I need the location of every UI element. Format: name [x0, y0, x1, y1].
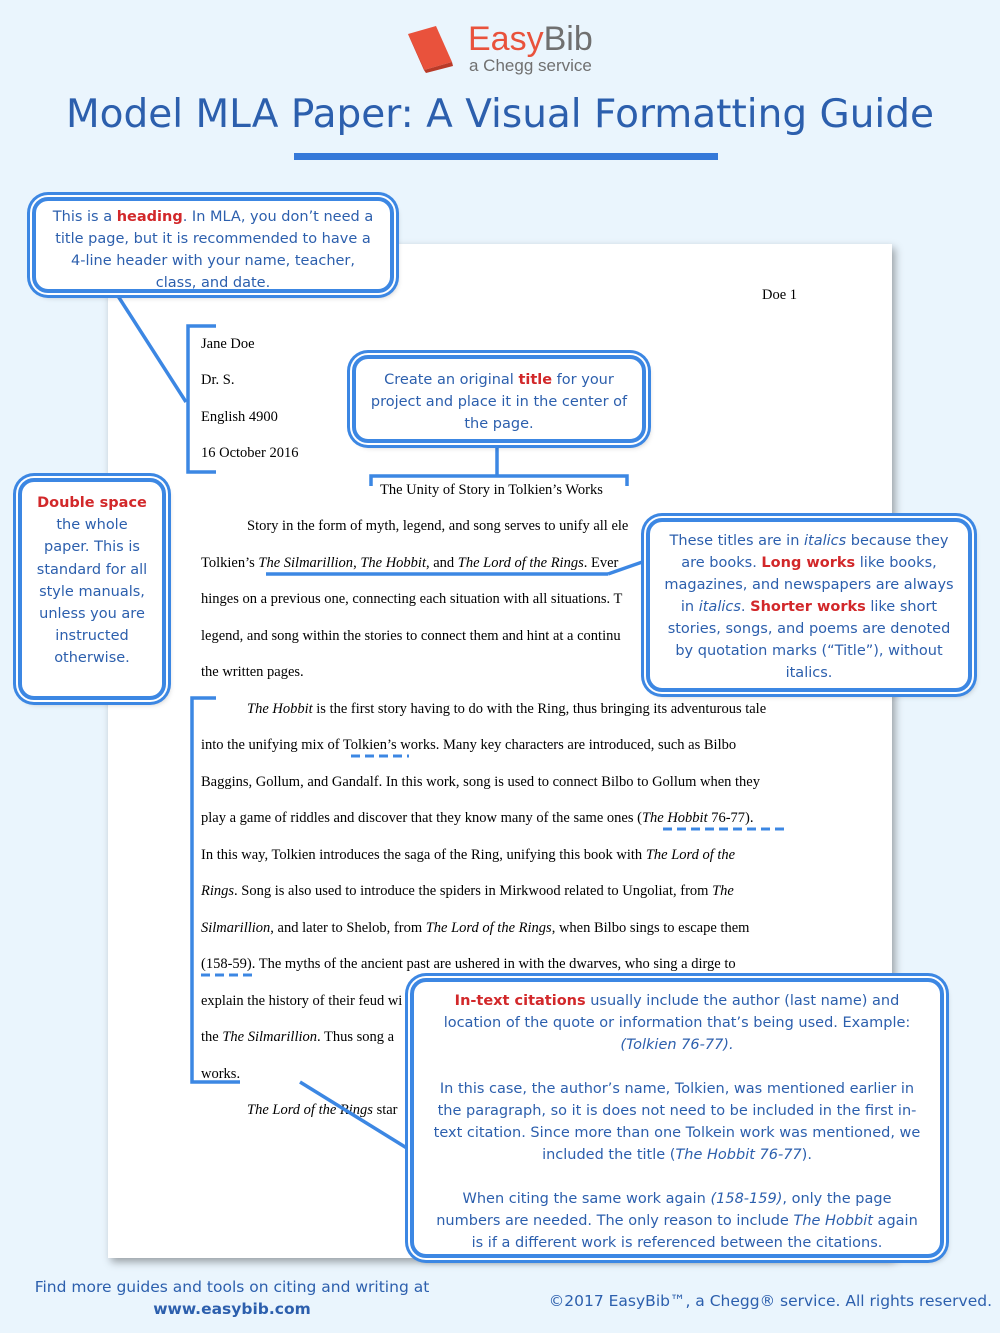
callout-title: Create an original title for your project and place it in the center of the page.: [352, 355, 646, 443]
paragraph-1-line-5: the written pages.: [201, 664, 304, 680]
footer-link[interactable]: www.easybib.com: [153, 1300, 311, 1318]
page-title: Model MLA Paper: A Visual Formatting Guide: [66, 92, 934, 137]
callout-double-space: Double space the whole paper. This is standard for all style manuals, unless you are instructed otherwise.: [18, 478, 166, 700]
paragraph-2-line-4: play a game of riddles and discover that they know many of the same ones (The Hobbit 76-77).: [201, 810, 754, 826]
callout-in-text-citations: [410, 978, 944, 1258]
brand-name: EasyBib: [468, 20, 593, 58]
paragraph-1-line-1: Story in the form of myth, legend, and song serves to unify all ele: [247, 518, 629, 534]
heading-line-date: 16 October 2016: [201, 445, 299, 461]
footer-guides-text: Find more guides and tools on citing and writing at: [34, 1278, 430, 1296]
paragraph-2-line-1: The Hobbit is the first story having to do with the Ring, thus bringing its adventurous tale: [247, 701, 767, 717]
heading-bracket: [188, 326, 216, 472]
citations-paragraph-1: In-text citations usually include the author (last name) and location of the quote or information that’s being used. Example: (Tolkien 76-77).: [443, 993, 911, 1053]
paragraph-2-line-5: In this way, Tolkien introduces the saga of the Ring, unifying this book with The Lord of the: [201, 847, 736, 863]
paragraph-2-line-11: works.: [201, 1066, 241, 1082]
italics-connector-line: [608, 560, 648, 574]
paragraph-1-line-4: legend, and song within the stories to connect them and hint at a continu: [201, 628, 621, 644]
title-bracket: [371, 476, 627, 486]
paragraph-2-line-3: Baggins, Gollum, and Gandalf. In this work, song is used to connect Bilbo to Gollum when they: [201, 774, 760, 790]
callout-heading: This is a heading. In MLA, you don’t need a title page, but it is recommended to have a 4-line header with your name, teacher, class, and date.: [32, 197, 394, 293]
paragraph-1-line-2: Tolkien’s The Silmarillion, The Hobbit, and The Lord of the Rings. Ever: [201, 555, 619, 571]
paragraph-2-line-10: the The Silmarillion. Thus song a: [201, 1029, 395, 1045]
brand-tagline: a Chegg service: [469, 56, 592, 75]
heading-connector-line: [118, 296, 186, 402]
paragraph-2-line-2: into the unifying mix of Tolkien’s works. Many key characters are introduced, such as Bilbo: [201, 737, 737, 753]
heading-line-class: English 4900: [201, 409, 278, 425]
paragraph-2-line-6: Rings. Song is also used to introduce the spiders in Mirkwood related to Ungoliat, from The: [201, 883, 734, 899]
essay-title: The Unity of Story in Tolkien’s Works: [380, 482, 603, 498]
heading-line-teacher: Dr. S.: [201, 372, 235, 388]
footer-copyright: ©2017 EasyBib™, a Chegg® service. All rights reserved.: [548, 1292, 992, 1310]
page-number: Doe 1: [762, 287, 798, 303]
double-space-bracket: [192, 698, 240, 1082]
paragraph-2-line-7: Silmarillion, and later to Shelob, from The Lord of the Rings, when Bilbo sings to escape them: [201, 920, 750, 936]
paragraph-2-line-8: (158-59). The myths of the ancient past are ushered in with the dwarves, who sing a dirge to: [201, 956, 736, 972]
paragraph-2-line-9: explain the history of their feud wi: [201, 993, 403, 1009]
citations-paragraph-3: When citing the same work again (158-159), only the page numbers are needed. The only reason to include The Hobbit again is if a different work is referenced between the citations.: [436, 1191, 918, 1251]
citations-paragraph-2: In this case, the author’s name, Tolkien, was mentioned earlier in the paragraph, so it is does not need to be included in the first in-text citation. Since more than one Tolkein work was mentioned, we included the title (The Hobbit 76-77).: [433, 1081, 921, 1163]
heading-line-name: Jane Doe: [201, 336, 255, 352]
paragraph-1-line-3: hinges on a previous one, connecting each situation with all situations. T: [201, 591, 623, 607]
callout-italics: These titles are in italics because they are books. Long works like books, magazines, and newspapers are always in italics. Shorter works like short stories, songs, and poems are denoted by quotation marks (“Title”), without italics.: [646, 518, 972, 692]
footer-guides-note: [20, 1276, 444, 1320]
paragraph-3-line-1: The Lord of the Rings star: [247, 1102, 398, 1118]
citations-connector-line: [300, 1082, 410, 1150]
